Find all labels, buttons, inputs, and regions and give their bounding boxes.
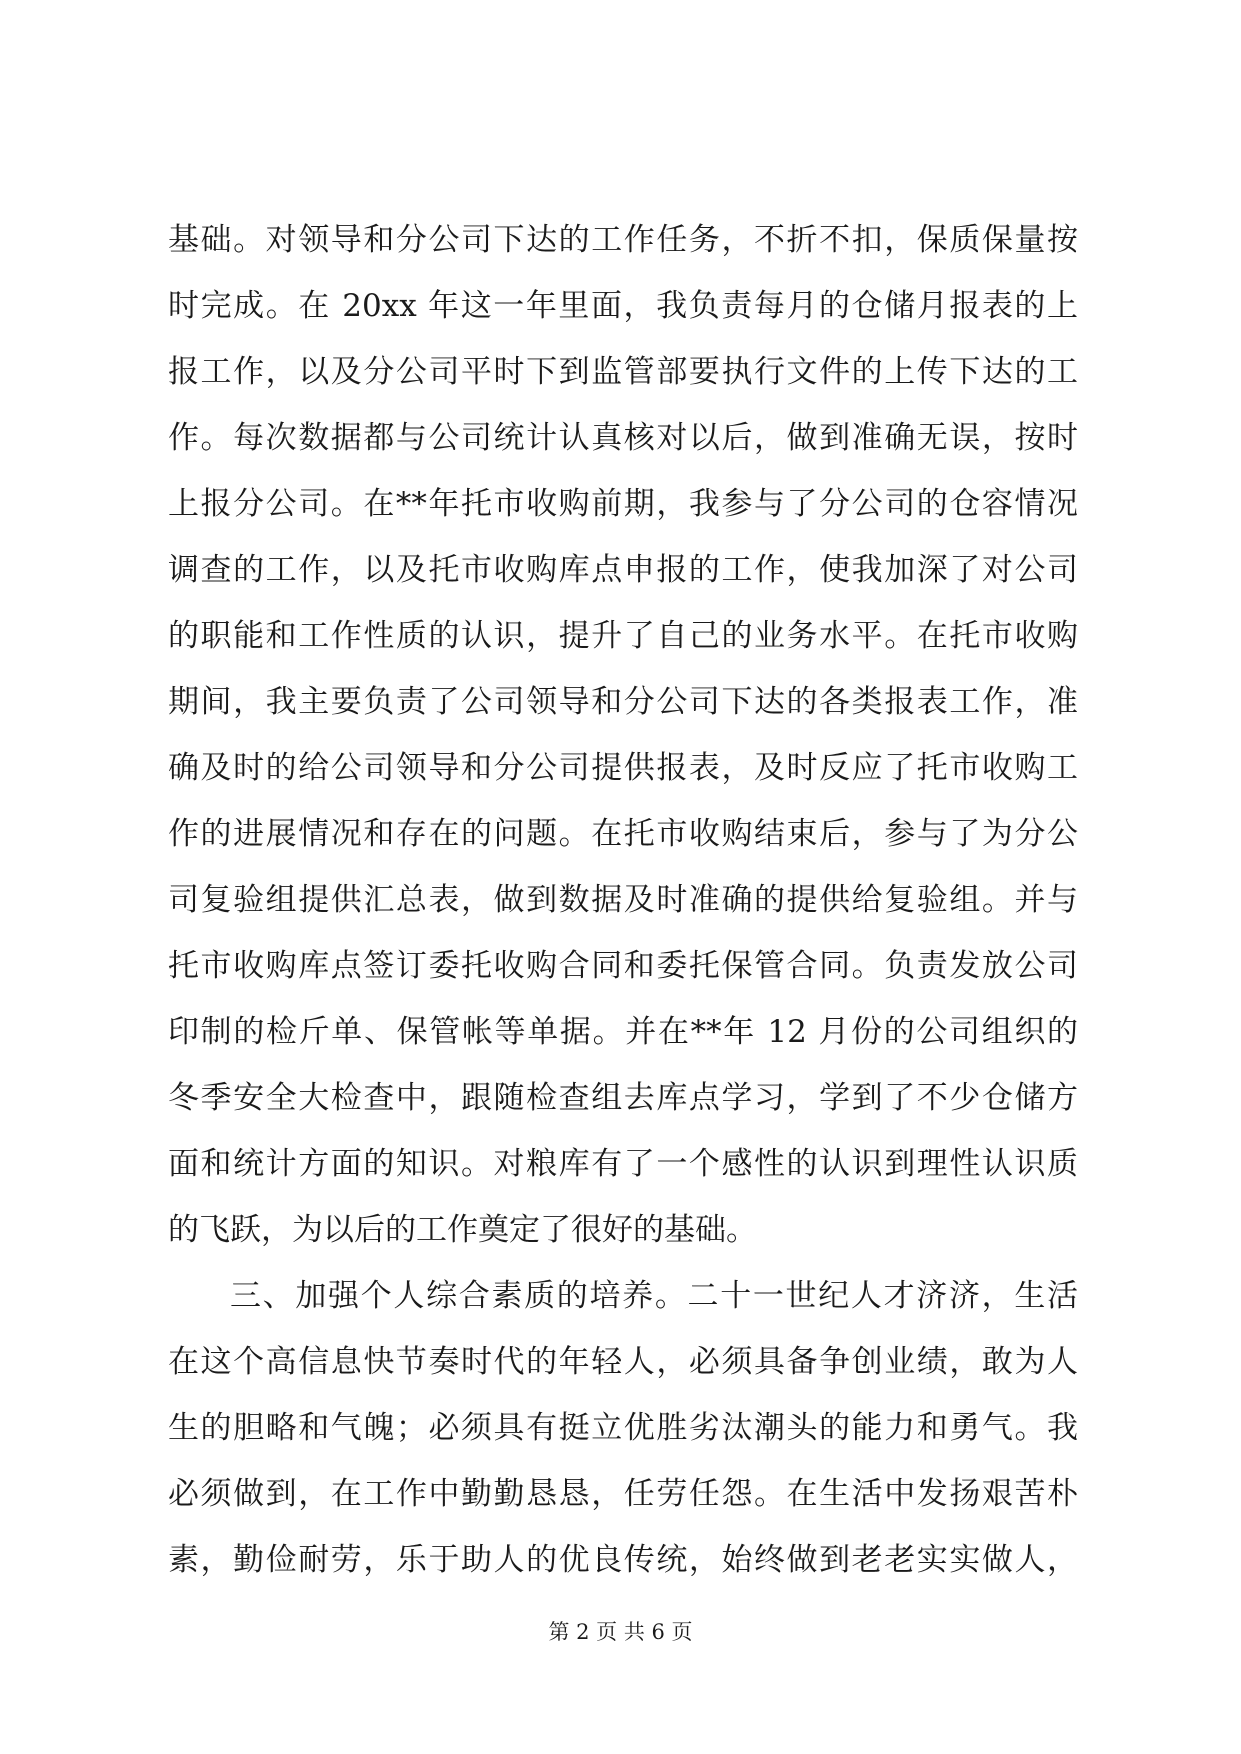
text-line: 作的进展情况和存在的问题。在托市收购结束后，参与了为分公: [168, 816, 1078, 852]
paragraph-start-line: 三、加强个人综合素质的培养。二十一世纪人才济济，生活: [230, 1278, 1078, 1314]
text-line: 上报分公司。在**年托市收购前期，我参与了分公司的仓容情况: [168, 486, 1078, 522]
text-line: 必须做到，在工作中勤勤恳恳，任劳任怨。在生活中发扬艰苦朴: [168, 1476, 1078, 1512]
body-text: [168, 207, 1078, 1593]
text-line: 作。每次数据都与公司统计认真核对以后，做到准确无误，按时: [168, 420, 1078, 456]
text-line: 确及时的给公司领导和分公司提供报表，及时反应了托市收购工: [168, 750, 1078, 786]
text-line: 的职能和工作性质的认识，提升了自己的业务水平。在托市收购: [168, 618, 1078, 654]
text-line: 报工作，以及分公司平时下到监管部要执行文件的上传下达的工: [168, 354, 1078, 390]
text-line: 印制的检斤单、保管帐等单据。并在**年 12 月份的公司组织的: [168, 1014, 1078, 1050]
text-line: 调查的工作，以及托市收购库点申报的工作，使我加深了对公司: [168, 552, 1078, 588]
text-line: 基础。对领导和分公司下达的工作任务，不折不扣，保质保量按: [168, 222, 1078, 258]
text-line: 在这个高信息快节奏时代的年轻人，必须具备争创业绩，敢为人: [168, 1344, 1078, 1380]
text-line: 生的胆略和气魄；必须具有挺立优胜劣汰潮头的能力和勇气。我: [168, 1410, 1078, 1446]
text-line: 托市收购库点签订委托收购合同和委托保管合同。负责发放公司: [168, 948, 1078, 984]
text-line: 司复验组提供汇总表，做到数据及时准确的提供给复验组。并与: [168, 882, 1078, 918]
paragraph-end-line: 的飞跃，为以后的工作奠定了很好的基础。: [168, 1212, 757, 1248]
text-line: 期间，我主要负责了公司领导和分公司下达的各类报表工作，准: [168, 684, 1078, 720]
text-line: 素，勤俭耐劳，乐于助人的优良传统，始终做到老老实实做人，: [168, 1542, 1078, 1578]
text-line: 冬季安全大检查中，跟随检查组去库点学习，学到了不少仓储方: [168, 1080, 1078, 1116]
page-footer: 第 2 页 共 6 页: [548, 1620, 693, 1644]
text-line: 时完成。在 20xx 年这一年里面，我负责每月的仓储月报表的上: [168, 288, 1078, 324]
text-line: 面和统计方面的知识。对粮库有了一个感性的认识到理性认识质: [168, 1146, 1078, 1182]
